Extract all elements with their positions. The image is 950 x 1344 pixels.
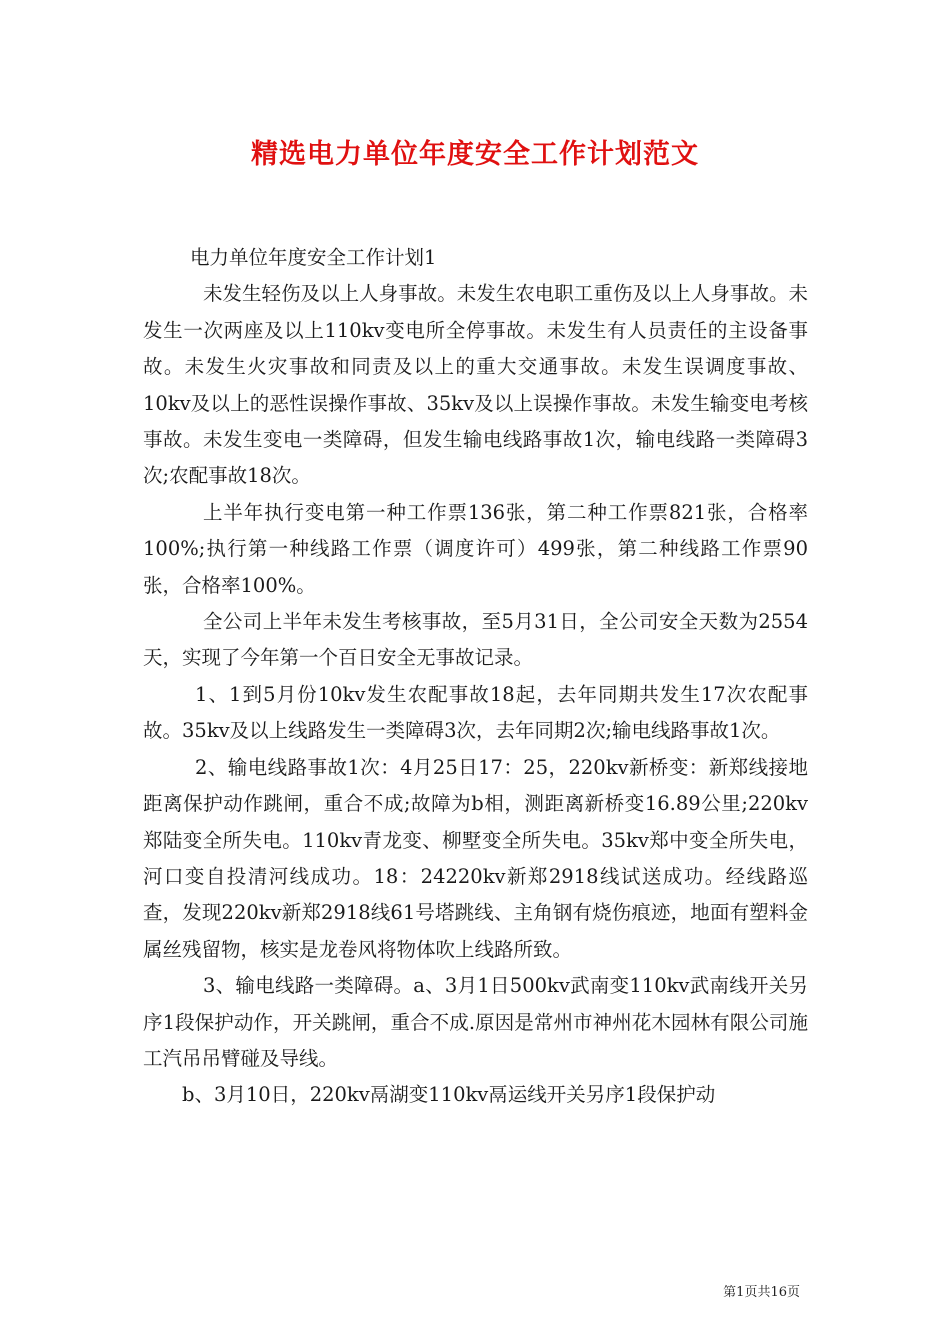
document-body xyxy=(143,240,808,1114)
paragraph-2: 上半年执行变电第一种工作票136张，第二种工作票821张，合格率100%;执行第一种线路工作票（调度许可）499张，第二种线路工作票90张，合格率100%。 xyxy=(143,500,808,597)
paragraph-5: 2、输电线路事故1次：4月25日17：25，220kv新桥变：新郑线接地距离保护动作跳闸，重合不成;故障为b相，测距离新桥变16.89公里;220kv郑陆变全所失电。110kv青龙变、柳墅变全所失电。35kv郑中变全所失电，河口变自投清河线成功。18：24220kv新郑2918线试送成功。经线路巡查，发现220kv新郑2918线61号塔跳线、主角钢有烧伤痕迹，地面有塑料金属丝残留物，核实是龙卷风将物体吹上线路所致。 xyxy=(143,755,808,961)
paragraph-4: 1、1到5月份10kv发生农配事故18起，去年同期共发生17次农配事故。35kv及以上线路发生一类障碍3次，去年同期2次;输电线路事故1次。 xyxy=(143,682,808,743)
paragraph-6: 3、输电线路一类障碍。a、3月1日500kv武南变110kv武南线开关另序1段保护动作，开关跳闸，重合不成.原因是常州市神州花木园林有限公司施工汽吊吊臂碰及导线。 xyxy=(143,974,808,1070)
page-number: 第1页共16页 xyxy=(723,1285,800,1300)
paragraph-7: b、3月10日，220kv鬲湖变110kv鬲运线开关另序1段保护动 xyxy=(182,1083,716,1107)
section-heading: 电力单位年度安全工作计划1 xyxy=(190,246,437,269)
paragraph-1: 未发生轻伤及以上人身事故。未发生农电职工重伤及以上人身事故。未发生一次两座及以上110kv变电所全停事故。未发生有人员责任的主设备事故。未发生火灾事故和同责及以上的重大交通事故。未发生误调度事故、10kv及以上的恶性误操作事故、35kv及以上误操作事故。未发生输变电考核事故。未发生变电一类障碍，但发生输电线路事故1次，输电线路一类障碍3次;农配事故18次。 xyxy=(143,282,808,488)
paragraph-3: 全公司上半年未发生考核事故，至5月31日，全公司安全天数为2554天，实现了今年第一个百日安全无事故记录。 xyxy=(143,610,808,670)
document-title: 精选电力单位年度安全工作计划范文 xyxy=(251,139,699,170)
